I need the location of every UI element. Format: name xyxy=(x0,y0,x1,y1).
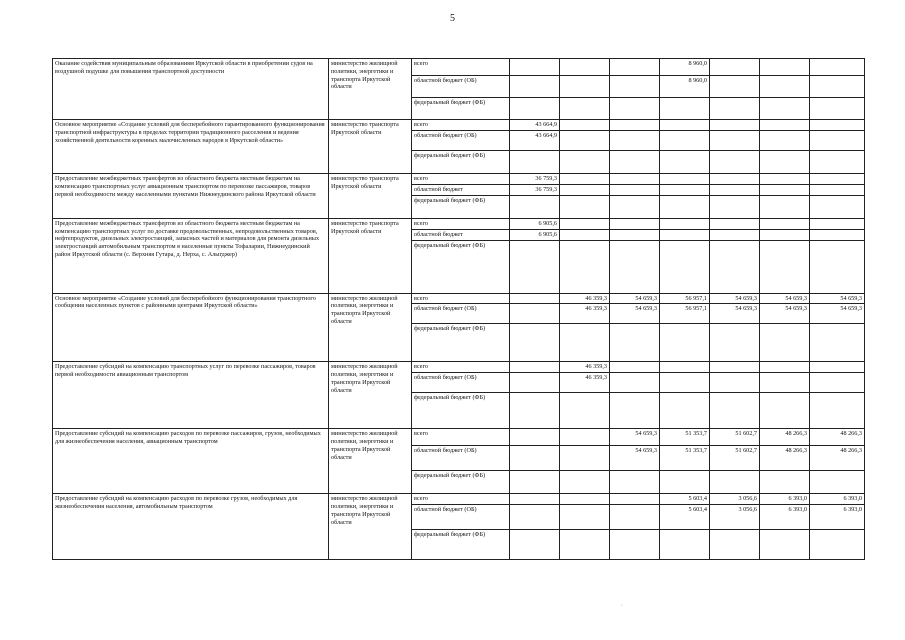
amount-cell xyxy=(510,324,560,362)
amount-cell: 6 393,0 xyxy=(810,494,865,505)
amount-cell xyxy=(660,471,710,494)
amount-cell xyxy=(660,151,710,174)
amount-cell: 6 905,6 xyxy=(510,218,560,229)
amount-cell xyxy=(560,185,610,196)
amount-cell xyxy=(810,373,865,393)
amount-cell xyxy=(760,362,810,373)
amount-cell: 6 905,6 xyxy=(510,229,560,240)
amount-cell xyxy=(610,185,660,196)
amount-cell xyxy=(610,530,660,560)
amount-cell xyxy=(710,195,760,218)
funding-source: всего xyxy=(412,494,510,505)
amount-cell: 54 659,3 xyxy=(610,304,660,324)
amount-cell: 36 759,3 xyxy=(510,174,560,185)
amount-cell xyxy=(760,373,810,393)
amount-cell xyxy=(560,393,610,429)
amount-cell xyxy=(810,229,865,240)
activity-description: Основное мероприятие «Создание условий для бесперебойного гарантированного функционирования транспортной инфраструктуры в пределах территории традиционного расселения и ведения хозяйственной деятельности коренных малочисленных народов в Иркутской области» xyxy=(53,120,329,174)
amount-cell: 46 359,3 xyxy=(560,373,610,393)
amount-cell xyxy=(810,530,865,560)
amount-cell xyxy=(660,393,710,429)
amount-cell: 46 359,3 xyxy=(560,293,610,304)
amount-cell xyxy=(760,151,810,174)
amount-cell xyxy=(660,373,710,393)
amount-cell xyxy=(760,98,810,120)
budget-table xyxy=(52,58,865,560)
amount-cell xyxy=(810,324,865,362)
table-row xyxy=(53,59,865,76)
amount-cell xyxy=(760,195,810,218)
amount-cell xyxy=(510,494,560,505)
amount-cell: 54 659,3 xyxy=(610,446,660,471)
amount-cell: 56 957,1 xyxy=(660,293,710,304)
amount-cell xyxy=(760,174,810,185)
amount-cell xyxy=(610,362,660,373)
amount-cell xyxy=(510,505,560,530)
amount-cell xyxy=(510,373,560,393)
funding-source: областной бюджет xyxy=(412,185,510,196)
amount-cell: 46 359,3 xyxy=(560,304,610,324)
funding-source: всего xyxy=(412,174,510,185)
amount-cell: 54 659,3 xyxy=(710,304,760,324)
amount-cell: 48 266,3 xyxy=(760,429,810,446)
amount-cell xyxy=(510,471,560,494)
amount-cell: 51 353,7 xyxy=(660,446,710,471)
table-row xyxy=(53,174,865,185)
activity-description: Предоставление межбюджетных трансфертов из областного бюджета местным бюджетам на компенсацию транспортных услуг по доставке продовольственных, непродовольственных товаров, нефтепродуктов, дизельных электростанций, запасных частей и материалов для ремонта дизельных электростанций автомобильным транспортом в населенные пункты Тофаларии, Нижнеудинский район Иркутской области (с. Верхняя Гутара, д. Нерха, с. Алыгджер) xyxy=(53,218,329,293)
amount-cell: 54 659,3 xyxy=(610,429,660,446)
amount-cell xyxy=(810,98,865,120)
amount-cell xyxy=(560,59,610,76)
amount-cell xyxy=(810,174,865,185)
activity-description: Оказание содействия муниципальным образованиям Иркутской области в приобретении судов на воздушной подушке для повышения транспортной доступности xyxy=(53,59,329,120)
amount-cell: 54 659,3 xyxy=(610,293,660,304)
amount-cell xyxy=(560,240,610,293)
executor-cell: министерство жилищной политики, энергетики и транспорта Иркутской области xyxy=(329,362,412,429)
amount-cell: 8 960,0 xyxy=(660,76,710,98)
amount-cell xyxy=(510,293,560,304)
amount-cell xyxy=(610,131,660,151)
activity-description: Предоставление межбюджетных трансфертов из областного бюджета местным бюджетам на компенсацию транспортных услуг авиационным транспортом по перевозке пассажиров, товаров первой необходимости между населенными пунктами Нижнеудинского района Иркутской области xyxy=(53,174,329,219)
amount-cell xyxy=(660,229,710,240)
amount-cell xyxy=(760,59,810,76)
amount-cell: 48 266,3 xyxy=(810,446,865,471)
amount-cell xyxy=(660,174,710,185)
amount-cell xyxy=(510,530,560,560)
activity-description: Основное мероприятие «Создание условий для бесперебойного функционирования транспортного сообщения населенных пунктов с районными центрами Иркутской области» xyxy=(53,293,329,362)
table-row xyxy=(53,218,865,229)
amount-cell xyxy=(710,151,760,174)
funding-source: всего xyxy=(412,362,510,373)
amount-cell xyxy=(610,98,660,120)
executor-cell: министерство транспорта Иркутской области xyxy=(329,120,412,174)
amount-cell xyxy=(560,530,610,560)
amount-cell xyxy=(610,494,660,505)
amount-cell xyxy=(660,98,710,120)
amount-cell xyxy=(510,195,560,218)
amount-cell xyxy=(710,393,760,429)
amount-cell xyxy=(610,229,660,240)
funding-source: всего xyxy=(412,429,510,446)
funding-source: областной бюджет (ОБ) xyxy=(412,131,510,151)
amount-cell xyxy=(810,362,865,373)
table-row xyxy=(53,293,865,304)
amount-cell xyxy=(760,530,810,560)
executor-cell: министерство жилищной политики, энергетики и транспорта Иркутской области xyxy=(329,293,412,362)
funding-source: всего xyxy=(412,293,510,304)
funding-source: областной бюджет (ОБ) xyxy=(412,76,510,98)
executor-cell: министерство жилищной политики, энергетики и транспорта Иркутской области xyxy=(329,494,412,560)
funding-source: всего xyxy=(412,218,510,229)
amount-cell xyxy=(610,324,660,362)
amount-cell xyxy=(560,218,610,229)
amount-cell xyxy=(710,120,760,131)
amount-cell xyxy=(560,76,610,98)
funding-source: федеральный бюджет (ФБ) xyxy=(412,393,510,429)
amount-cell xyxy=(560,446,610,471)
activity-description: Предоставление субсидий на компенсацию расходов по перевозке пассажиров, грузов, необходимых для жизнеобеспечения населения, авиационным транспортом xyxy=(53,429,329,494)
amount-cell xyxy=(710,59,760,76)
amount-cell: 51 602,7 xyxy=(710,429,760,446)
funding-source: областной бюджет (ОБ) xyxy=(412,505,510,530)
amount-cell: 43 664,9 xyxy=(510,120,560,131)
amount-cell xyxy=(510,446,560,471)
amount-cell xyxy=(560,151,610,174)
amount-cell xyxy=(710,174,760,185)
amount-cell: 36 759,3 xyxy=(510,185,560,196)
amount-cell xyxy=(610,240,660,293)
amount-cell: 5 603,4 xyxy=(660,494,710,505)
amount-cell xyxy=(560,324,610,362)
amount-cell xyxy=(560,505,610,530)
amount-cell xyxy=(510,98,560,120)
amount-cell: 6 393,0 xyxy=(760,494,810,505)
executor-cell: министерство транспорта Иркутской области xyxy=(329,218,412,293)
funding-source: федеральный бюджет (ФБ) xyxy=(412,195,510,218)
amount-cell: 3 056,6 xyxy=(710,494,760,505)
funding-source: областной бюджет xyxy=(412,229,510,240)
amount-cell xyxy=(760,120,810,131)
amount-cell xyxy=(710,530,760,560)
amount-cell xyxy=(610,120,660,131)
amount-cell: 48 266,3 xyxy=(810,429,865,446)
executor-cell: министерство жилищной политики, энергетики и транспорта Иркутской области xyxy=(329,59,412,120)
activity-description: Предоставление субсидий на компенсацию расходов по перевозке грузов, необходимых для жизнеобеспечения населения, автомобильным транспортом xyxy=(53,494,329,560)
amount-cell xyxy=(710,76,760,98)
amount-cell xyxy=(710,373,760,393)
funding-source: федеральный бюджет (ФБ) xyxy=(412,530,510,560)
funding-source: областной бюджет (ОБ) xyxy=(412,446,510,471)
amount-cell xyxy=(810,240,865,293)
amount-cell xyxy=(560,229,610,240)
amount-cell xyxy=(710,324,760,362)
amount-cell xyxy=(660,530,710,560)
amount-cell xyxy=(610,471,660,494)
amount-cell xyxy=(810,59,865,76)
amount-cell xyxy=(660,185,710,196)
amount-cell: 54 659,3 xyxy=(810,293,865,304)
amount-cell xyxy=(610,59,660,76)
table-row xyxy=(53,120,865,131)
amount-cell xyxy=(610,393,660,429)
amount-cell xyxy=(760,229,810,240)
amount-cell: 54 659,3 xyxy=(760,304,810,324)
amount-cell xyxy=(510,59,560,76)
amount-cell xyxy=(810,120,865,131)
amount-cell xyxy=(710,98,760,120)
amount-cell: 5 603,4 xyxy=(660,505,710,530)
amount-cell xyxy=(660,120,710,131)
amount-cell xyxy=(810,151,865,174)
amount-cell xyxy=(560,471,610,494)
table-row xyxy=(53,494,865,505)
amount-cell: 54 659,3 xyxy=(810,304,865,324)
amount-cell xyxy=(810,471,865,494)
amount-cell xyxy=(610,174,660,185)
amount-cell xyxy=(810,195,865,218)
executor-cell: министерство жилищной политики, энергетики и транспорта Иркутской области xyxy=(329,429,412,494)
amount-cell xyxy=(610,218,660,229)
amount-cell xyxy=(510,362,560,373)
amount-cell xyxy=(660,324,710,362)
amount-cell: 54 659,3 xyxy=(710,293,760,304)
funding-source: областной бюджет (ОБ) xyxy=(412,373,510,393)
amount-cell xyxy=(810,393,865,429)
amount-cell: 54 659,3 xyxy=(760,293,810,304)
amount-cell xyxy=(560,494,610,505)
amount-cell xyxy=(610,195,660,218)
amount-cell xyxy=(510,429,560,446)
amount-cell xyxy=(760,131,810,151)
amount-cell xyxy=(810,185,865,196)
amount-cell xyxy=(560,98,610,120)
amount-cell xyxy=(760,324,810,362)
amount-cell: 51 602,7 xyxy=(710,446,760,471)
amount-cell xyxy=(810,218,865,229)
amount-cell xyxy=(510,304,560,324)
amount-cell xyxy=(760,76,810,98)
amount-cell xyxy=(610,373,660,393)
amount-cell: 48 266,3 xyxy=(760,446,810,471)
funding-source: федеральный бюджет (ФБ) xyxy=(412,324,510,362)
amount-cell xyxy=(510,76,560,98)
amount-cell: 43 664,9 xyxy=(510,131,560,151)
amount-cell xyxy=(560,174,610,185)
amount-cell xyxy=(660,362,710,373)
funding-source: федеральный бюджет (ФБ) xyxy=(412,151,510,174)
page-number: 5 xyxy=(450,13,455,24)
amount-cell xyxy=(560,429,610,446)
amount-cell xyxy=(710,218,760,229)
amount-cell xyxy=(560,131,610,151)
amount-cell xyxy=(660,195,710,218)
scan-artifact: · xyxy=(621,603,623,609)
funding-source: федеральный бюджет (ФБ) xyxy=(412,471,510,494)
amount-cell xyxy=(660,218,710,229)
amount-cell: 46 359,3 xyxy=(560,362,610,373)
funding-source: всего xyxy=(412,120,510,131)
amount-cell xyxy=(510,151,560,174)
table-row xyxy=(53,429,865,446)
amount-cell xyxy=(760,471,810,494)
amount-cell xyxy=(710,240,760,293)
amount-cell xyxy=(710,131,760,151)
amount-cell xyxy=(760,185,810,196)
amount-cell xyxy=(710,229,760,240)
scan-artifact: · xyxy=(508,456,510,462)
amount-cell xyxy=(560,195,610,218)
amount-cell xyxy=(560,120,610,131)
amount-cell xyxy=(660,240,710,293)
amount-cell: 51 353,7 xyxy=(660,429,710,446)
amount-cell xyxy=(710,185,760,196)
funding-source: областной бюджет (ОБ) xyxy=(412,304,510,324)
amount-cell xyxy=(710,471,760,494)
amount-cell xyxy=(760,218,810,229)
amount-cell: 6 393,0 xyxy=(810,505,865,530)
activity-description: Предоставление субсидий на компенсацию транспортных услуг по перевозке пассажиров, товаров первой необходимости авиационным транспортом xyxy=(53,362,329,429)
amount-cell xyxy=(610,76,660,98)
amount-cell: 56 957,1 xyxy=(660,304,710,324)
amount-cell xyxy=(760,240,810,293)
amount-cell: 6 393,0 xyxy=(760,505,810,530)
funding-source: федеральный бюджет (ФБ) xyxy=(412,98,510,120)
funding-source: всего xyxy=(412,59,510,76)
amount-cell xyxy=(610,505,660,530)
amount-cell: 3 056,6 xyxy=(710,505,760,530)
table-row xyxy=(53,362,865,373)
amount-cell xyxy=(660,131,710,151)
executor-cell: министерство транспорта Иркутской области xyxy=(329,174,412,219)
amount-cell xyxy=(810,76,865,98)
amount-cell xyxy=(510,393,560,429)
amount-cell xyxy=(510,240,560,293)
amount-cell: 8 960,0 xyxy=(660,59,710,76)
amount-cell xyxy=(760,393,810,429)
amount-cell xyxy=(610,151,660,174)
amount-cell xyxy=(710,362,760,373)
amount-cell xyxy=(810,131,865,151)
funding-source: федеральный бюджет (ФБ) xyxy=(412,240,510,293)
